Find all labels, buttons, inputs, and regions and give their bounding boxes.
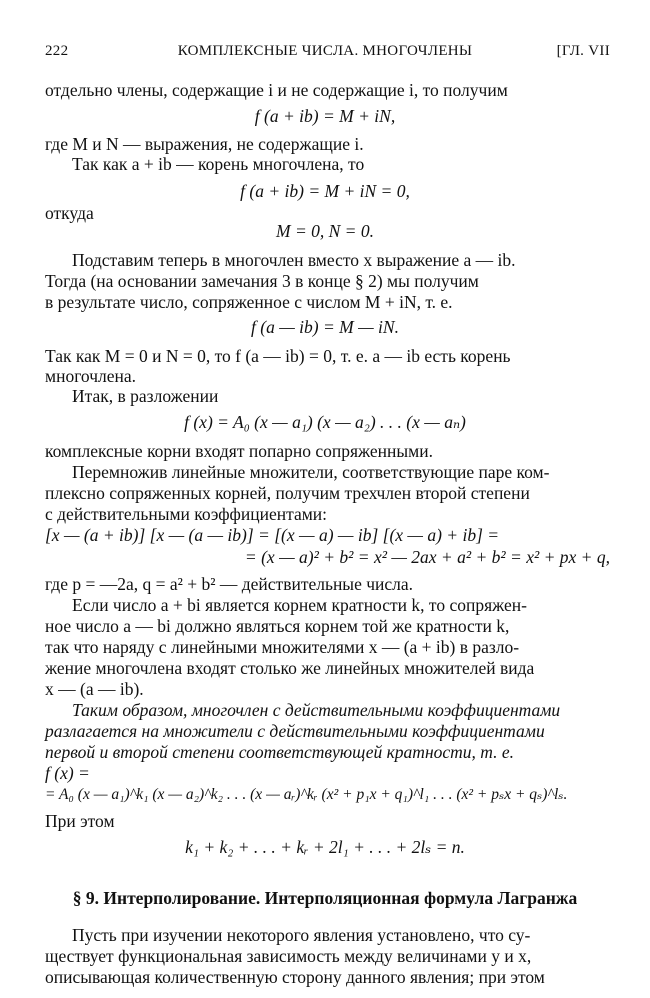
text-line: Перемножив линейные множители, соответствующие паре ком-	[72, 462, 550, 482]
text-line: Таким образом, многочлен с действительными коэффициентами	[72, 700, 561, 720]
running-title: КОМПЛЕКСНЫЕ ЧИСЛА. МНОГОЧЛЕНЫ	[177, 43, 473, 59]
page-number: 222	[45, 43, 69, 59]
formula: M = 0, N = 0.	[276, 221, 374, 241]
text-line: Пусть при изучении некоторого явления установлено, что су-	[72, 925, 531, 945]
formula: f (a + ib) = M + iN = 0,	[240, 181, 410, 201]
text-line: с действительными коэффициентами:	[45, 504, 328, 524]
chapter-label: [ГЛ. VII	[556, 43, 610, 59]
text-line: При этом	[45, 811, 115, 831]
text-line: Тогда (на основании замечания 3 в конце § 2) мы получим	[45, 271, 479, 291]
text-line: плексно сопряженных корней, получим трехчлен второй степени	[45, 483, 530, 503]
text-line: отдельно члены, содержащие i и не содержащие i, то получим	[45, 80, 508, 100]
section-heading: § 9. Интерполирование. Интерполяционная формула Лагранжа	[72, 888, 578, 908]
formula: = A₀ (x — a₁)^k₁ (x — a₂)^k₂ . . . (x — aᵣ)^kᵣ (x² + p₁x + q₁)^l₁ . . . (x² + pₛx + qₛ)^lₛ.	[45, 786, 568, 803]
text-line: Так как M = 0 и N = 0, то f (a — ib) = 0, т. е. a — ib есть корень	[45, 346, 511, 366]
text-line: жение многочлена входят столько же линейных множителей вида	[45, 658, 535, 678]
text-line: где M и N — выражения, не содержащие i.	[45, 134, 364, 154]
text-line: первой и второй степени соответствующей кратности, т. е.	[45, 742, 515, 762]
formula: f (a — ib) = M — iN.	[251, 317, 399, 337]
formula: f (x) = A₀ (x — a₁) (x — a₂) . . . (x — aₙ)	[184, 412, 466, 432]
text-line: в результате число, сопряженное с числом M + iN, т. е.	[45, 292, 453, 312]
text-line: Подставим теперь в многочлен вместо x выражение a — ib.	[72, 250, 516, 270]
text-line: так что наряду с линейными множителями x — (a + ib) в разло-	[45, 637, 520, 657]
text-line: ществует функциональная зависимость между величинами y и x,	[45, 946, 532, 966]
formula: [x — (a + ib)] [x — (a — ib)] = [(x — a) — ib] [(x — a) + ib] =	[45, 525, 500, 545]
text-line: описывающая количественную сторону данного явления; при этом	[45, 967, 545, 987]
text-line: Так как a + ib — корень многочлена, то	[72, 154, 365, 174]
formula: k₁ + k₂ + . . . + kᵣ + 2l₁ + . . . + 2lₛ = n.	[185, 837, 465, 857]
formula: = (x — a)² + b² = x² — 2ax + a² + b² = x² + px + q,	[244, 547, 610, 567]
text-line: разлагается на множители с действительными коэффициентами	[45, 721, 545, 741]
text-line: Итак, в разложении	[72, 386, 219, 406]
formula: f (a + ib) = M + iN,	[254, 106, 396, 126]
text-line: ное число a — bi должно являться корнем той же кратности k,	[45, 616, 510, 636]
formula: f (x) =	[45, 763, 90, 783]
text-line: откуда	[45, 203, 94, 223]
text-line: где p = —2a, q = a² + b² — действительные числа.	[45, 574, 414, 594]
text-line: многочлена.	[45, 366, 137, 386]
text-line: комплексные корни входят попарно сопряженными.	[45, 441, 433, 461]
text-line: Если число a + bi является корнем кратности k, то сопряжен-	[72, 595, 527, 615]
text-line: x — (a — ib).	[45, 679, 144, 699]
